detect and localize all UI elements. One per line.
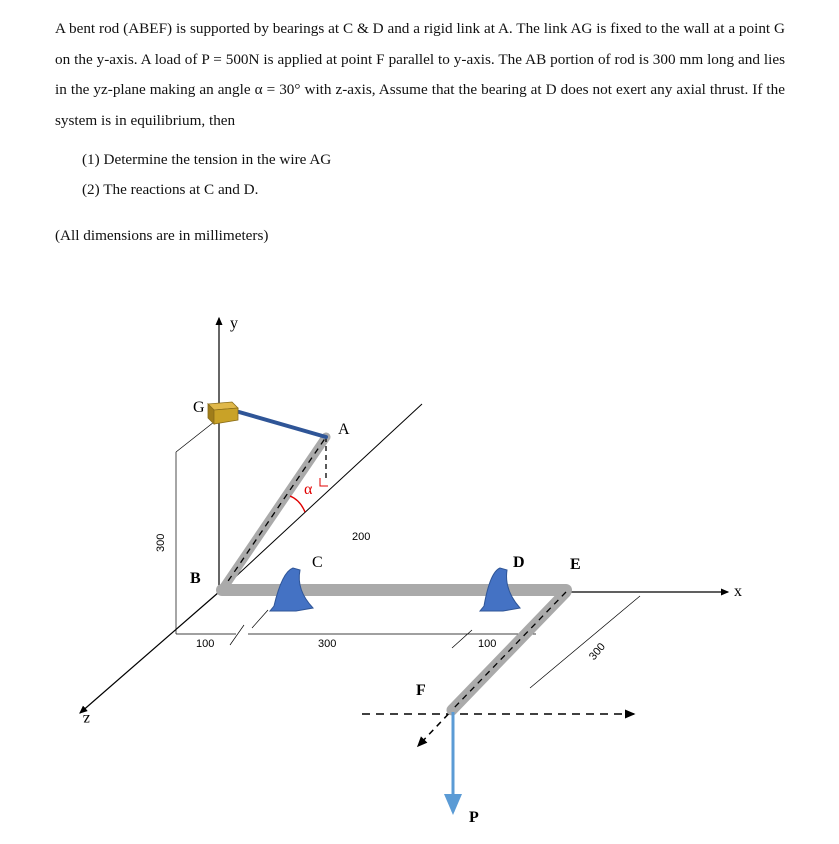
dim-label-300-cd: 300 [318, 638, 337, 650]
dim-300-top-ext [176, 422, 214, 452]
label-g: G [193, 399, 205, 416]
label-p: P [469, 809, 479, 826]
z-axis-label: z [82, 711, 90, 728]
rod-ab-centerline [222, 437, 326, 590]
g-support-block-side [214, 408, 238, 424]
dim-tick-d [452, 630, 472, 648]
dim-label-300-vertical: 300 [155, 533, 167, 552]
dim-tick-b [230, 625, 244, 645]
z-axis [80, 592, 219, 713]
label-a: A [338, 421, 350, 438]
dim-label-100-de: 100 [478, 638, 497, 650]
alpha-label: α [304, 481, 313, 498]
alpha-arc [290, 496, 305, 512]
label-d: D [513, 554, 525, 571]
question-2: (2) The reactions at C and D. [82, 181, 259, 198]
dim-tick-c [252, 610, 268, 628]
right-angle-marker [320, 478, 328, 486]
label-e: E [570, 556, 581, 573]
units-note: (All dimensions are in millimeters) [55, 227, 269, 244]
label-f: F [416, 682, 426, 699]
x-axis-label: x [734, 583, 742, 600]
question-1: (1) Determine the tension in the wire AG [82, 151, 332, 168]
label-c: C [312, 554, 323, 571]
link-ag [232, 410, 326, 437]
label-b: B [190, 570, 201, 587]
dim-label-100-bc: 100 [196, 638, 215, 650]
problem-statement: A bent rod (ABEF) is supported by bearings at C & D and a rigid link at A. The link AG is fixed to the wall at a point G on the y-axis. A load of P = 500N is applied at point F parallel to y-axis. The AB portion of rod is 300 mm long and lies in the yz-plane making an angle α = 30° with z-axis, Assume that the bearing at D does not exert any axial thrust. If the system is in equilibrium, then [55, 20, 785, 129]
y-axis-label: y [230, 315, 238, 332]
dim-label-200: 200 [352, 531, 371, 543]
dim-label-300-ef: 300 [587, 640, 609, 663]
